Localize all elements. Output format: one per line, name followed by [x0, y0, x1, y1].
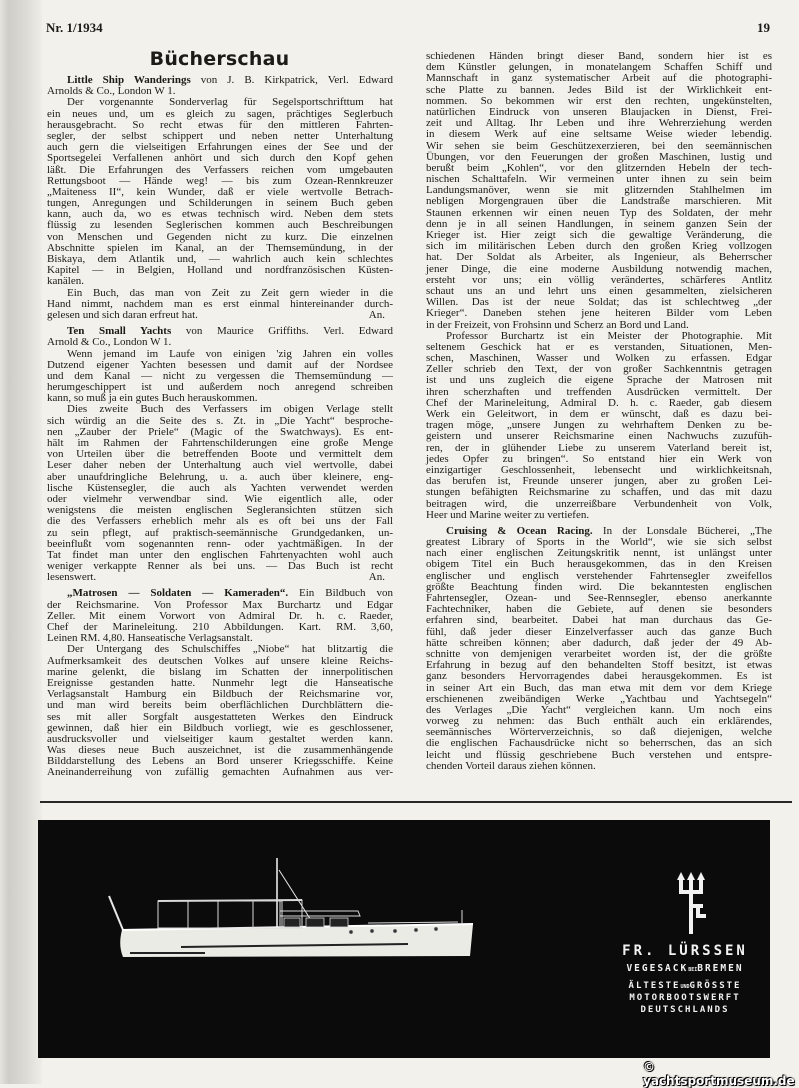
- text-line-content: gelesen und sich daran erfreut hat.: [47, 308, 198, 321]
- review-paragraph: [47, 644, 393, 778]
- text-line-content: Chef der Marineleitung. 210 Abbildungen. Kart. RM. 3,60,: [47, 621, 393, 633]
- text-line-content: des Verlages „Die Yacht“ vergleichen kann. Um noch eins: [426, 703, 772, 716]
- text-line-content: Ein Bildbuch von: [288, 587, 393, 600]
- text-line-content: schiedenen Händen bringt dieser Band, sondern hier ist es: [426, 50, 772, 62]
- text-line-content: lesenswert.: [47, 571, 97, 584]
- text-line-content: wenigstens die meisten englischen Segleransichten stützen sich: [47, 504, 393, 517]
- text-line-content: denn je in all seinen Handlungen, in seinem ganzen Sein der: [426, 217, 772, 230]
- text-line-content: schaut uns an und lehrt uns einen gesammelten, zielsicheren: [426, 284, 772, 297]
- ad-tagline-3: DEUTSCHLANDS: [640, 1005, 730, 1015]
- text-line-content: geistern und unserer Reichsmarine einen Nachwuchs zuzufüh-: [426, 430, 772, 443]
- text-line-content: tungen, Anregungen und Schilderungen in seinem Buch geben: [47, 197, 393, 210]
- text-line-content: nach einer englischen Zeitungskritik nennt, ist unlängst unter: [426, 547, 772, 560]
- luerssen-trident-logo: [677, 872, 707, 934]
- text-line: [47, 265, 393, 276]
- book-title: „Matrosen — Soldaten — Kameraden“.: [67, 587, 289, 600]
- text-line-content: Dies zweite Buch des Verfassers im obigen Verlage stellt: [67, 403, 393, 416]
- text-line-content: beitragen wird, die unzerreißbare Verbundenheit von Volk,: [426, 497, 772, 510]
- review-paragraph: [426, 51, 772, 331]
- watermark: © yachtsportmuseum.de: [643, 1060, 795, 1088]
- reviewer-signature: An.: [368, 308, 385, 321]
- text-line-content: Mannschaft in ganz systematischer Arbeit auf die photographi-: [426, 72, 772, 85]
- luerssen-advertisement: [38, 820, 770, 1058]
- text-line-content: Krieger ist. Hier zeigt sich die gewaltige Veränderung, die: [426, 229, 772, 241]
- text-line-content: Rettungsboot — Hände weg! — bis zum Ozean-Rennkreuzer: [47, 174, 393, 187]
- left-column: [47, 75, 393, 779]
- text-line-content: In der Lonsdale Bücherei, „The: [592, 524, 772, 537]
- text-line: [47, 572, 393, 583]
- text-line-content: natürlichen Eindruck von unseren Blaujacken in Dienst, Frei-: [426, 105, 772, 118]
- text-line-content: sich im militärischen Leben durch den großen Krieg vollzogen: [426, 240, 772, 253]
- text-line-content: in seiner Art ein Buch, das man etwa mit dem vor dem Kriege: [426, 681, 772, 694]
- text-line-content: schen, Maschinen, Wasser und Wolken zu erfassen. Edgar: [426, 352, 772, 365]
- text-line-content: ist und uns zugleich die eigene Sprache der Matrosen mit: [426, 374, 772, 387]
- text-line-content: Leinen RM. 4,80. Hanseatische Verlagsanstalt.: [47, 632, 253, 645]
- text-line-content: jener Dinge, die eine moderne Ausbildung notwendig machen,: [426, 262, 772, 275]
- text-line-content: Wir sehen sie beim Geschützexerzieren, bei den seemännischen: [426, 139, 772, 152]
- text-line-content: ren, der in glühender Liebe zu unserem Vaterland bereit ist,: [426, 441, 772, 454]
- text-line-content: Professor Burchartz ist ein Meister der Photographie. Mit: [446, 329, 772, 342]
- text-line-content: flüssig zu lesenden Seglerischen kommen auch Beschreibungen: [47, 219, 393, 232]
- text-line-content: ganz besonders Hervorragendes dabei herausgekommen. Es ist: [426, 670, 772, 683]
- ad-tagline-und: UND: [680, 984, 690, 990]
- text-line-content: Chef der Marineleitung, Admiral D. h. c. Raeder, gab diesem: [426, 396, 772, 409]
- text-line-content: Aneinanderreihung von zufällig gemachten Aufnahmen aus ver-: [47, 766, 393, 779]
- text-line-content: nebligen Morgengrauen über die Landstraße marschieren. Mit: [426, 195, 772, 208]
- text-line-content: schnitte von demjenigen verarbeitet worden ist, der die größte: [426, 647, 772, 660]
- text-line-content: kanälen.: [47, 275, 84, 288]
- text-line-content: Willen. Das ist der neue Soldat; das ist schlechtweg „der: [426, 296, 772, 309]
- text-line-content: und man wird bereits beim oberflächlichen Durchblättern die-: [47, 699, 393, 712]
- text-line-content: stungen befähigten Reichsmarine zu schaffen, und das mit dazu: [426, 486, 772, 499]
- text-line-content: Zeller. Mit einem Vorwort von Admiral Dr. h. c. Raeder,: [47, 609, 393, 622]
- text-line-content: ein neues und, um es gleich zu sagen, prächtiges Seglerbuch: [47, 107, 393, 120]
- reviewer-signature: An.: [368, 571, 385, 584]
- text-line-content: nommen. So bekommen wir erst den rechten, ungekünstelten,: [426, 94, 772, 107]
- text-line-content: erfahren sind, bearbeitet. Dabei hat man durchaus das Ge-: [426, 614, 772, 627]
- book-title: Little Ship Wanderings: [67, 74, 191, 86]
- ad-tagline-groesste: GRÖSSTE: [689, 981, 742, 991]
- text-line-content: Abschnitte spielen im Kanal, an der Themsemündung, in der: [47, 241, 393, 254]
- text-line-content: „Maiteness II“, kein Wunder, daß er viele wertvolle Betrach-: [47, 185, 393, 198]
- text-line-content: größte Beachtung finden wird. Die bekanntesten englischen: [426, 580, 772, 593]
- text-line-content: in diesem Werk auf eine seltsame Weise wieder lebendig.: [426, 128, 772, 141]
- text-line-content: Verlagsanstalt Hamburg ein Bildbuch der Reichsmarine vor,: [47, 688, 393, 701]
- text-line-content: Wenn jemand im Laufe von einigen 'zig Jahren ein volles: [67, 347, 393, 360]
- ad-location-bei: BEI: [688, 967, 698, 973]
- review-paragraph: [47, 97, 393, 287]
- text-line-content: Landungsmanöver, wenn sie mit glitzernden Stahlhelmen im: [426, 184, 772, 197]
- text-line-content: Tat findet man unter den englischen Fahrtenyachten wohl auch: [47, 548, 393, 561]
- text-line-content: Staunen erkennen wir einen neuen Typ des Soldaten, der mehr: [426, 206, 772, 219]
- text-line-content: von Menschen und Gegenden nicht zu kurz. Die einzelnen: [47, 230, 393, 243]
- text-line-content: Sportsegelei Verfallenen anhört und sich durch den Kopf gehen: [47, 152, 393, 165]
- text-line: [426, 761, 772, 772]
- text-line-content: dem Künstler gelungen, in monatelangem Schaffen Schiff und: [426, 61, 772, 74]
- text-line-content: obigem Titel ein Buch herausgekommen, das in den Kreisen: [426, 558, 772, 571]
- text-line-content: sich würdig an die Seite des s. Zt. in „Die Yacht“ besproche-: [47, 414, 393, 427]
- text-line: [47, 310, 393, 321]
- text-line-content: Heer und Marine weiter zu vertiefen.: [426, 508, 590, 521]
- text-line-content: nischen Schalttafeln. Wir vermeinen unter ihnen zu sein beim: [426, 173, 772, 186]
- text-line-content: Fachtechniker, haben die Gebiete, auf denen sie besonders: [426, 603, 772, 616]
- text-line: [47, 561, 393, 572]
- ad-location-city: BREMEN: [697, 963, 744, 974]
- review-paragraph: [47, 288, 393, 322]
- text-line-content: tragen möge, „unsere Jungen zu wehrhaftem Denken zu be-: [426, 419, 772, 432]
- text-line-content: marine gelenkt, die bislang im Schatten der innerpolitischen: [47, 665, 393, 678]
- text-line-content: nen „Zauber der Priele“ (Magic of the Swatchways). Es ent-: [47, 425, 393, 438]
- text-line-content: Fahrtensegler, Ozean- und See-Rennsegler, ebenso anerkannte: [426, 592, 772, 604]
- right-column: [426, 51, 772, 772]
- text-line-content: kann, auch da, wo es etwas technisch wird. Neben dem stets: [47, 208, 393, 221]
- text-line-content: herausgebracht. So recht etwas für den mittleren Fahrten-: [47, 118, 393, 131]
- issue-number: Nr. 1/1934: [46, 20, 103, 35]
- ad-location-town: VEGESACK: [626, 963, 689, 974]
- text-line-content: ses mit aller Sorgfalt ausgestatteten Werkes den Eindruck: [47, 710, 393, 723]
- text-line-content: fühl, daß jeder dieser Einzelverfasser auch das ganze Buch: [426, 625, 772, 638]
- text-line-content: vorweg zu nehmen: das Buch enthält auch ein erklärendes,: [426, 715, 772, 728]
- text-line-content: Der Untergang des Schulschiffes „Niobe“ hat blitzartig die: [67, 643, 393, 656]
- text-line-content: Ereignisse gestanden hatte. Nunmehr legt die Hanseatische: [47, 676, 393, 689]
- text-line: [426, 510, 772, 521]
- text-line-content: oder vielmehr verwendbar sind. Wie eigentlich alle, oder: [47, 492, 393, 505]
- text-line-content: weniger verkappte Renner als bei uns. — Das Buch ist recht: [47, 560, 393, 573]
- text-line-content: von Urteilen über die betreffenden Boote und vermittelt dem: [47, 448, 393, 461]
- text-line-content: Bilddarstellung des Lebens an Bord unserer Kriegsschiffe. Keine: [47, 755, 393, 768]
- text-line-content: segler, der selbst schippert und neben netter Unterhaltung: [47, 129, 393, 142]
- text-line-content: Aufmerksamkeit des deutschen Volkes auf unsere kleine Reichs-: [47, 654, 393, 667]
- text-line-content: berußt beim „Kohlen“, vor den glitzernden Hebeln der tech-: [426, 161, 772, 174]
- text-line-content: von J. B. Kirkpatrick, Verl. Edward: [190, 74, 393, 86]
- text-line-content: Übungen, vor den Feuerungen der großen Maschinen, lustig und: [426, 150, 772, 163]
- text-line-content: Dutzend eigener Yachten besessen und damit auf der Nordsee: [47, 358, 393, 371]
- text-line: [47, 767, 393, 778]
- text-line-content: englischer und englisch verstehender Fahrtensegler zweifellos: [426, 569, 772, 582]
- text-line-content: chenden Vorteil daraus ziehen können.: [426, 759, 596, 772]
- text-line-content: die des Verfassers erheblich mehr als es oft bei uns der Fall: [47, 515, 393, 528]
- text-line-content: seltenem Geschick hat er es verstanden, Situationen, Men-: [426, 340, 772, 353]
- text-line-content: jedes Opfer zu bringen“. So entstand hier ein Werk von: [426, 452, 772, 465]
- review-paragraph: [426, 331, 772, 521]
- text-line-content: ihren scherzhaften und treffenden Ausdrücken vermittelt. Der: [426, 385, 772, 398]
- book-title: Cruising & Ocean Racing.: [446, 524, 593, 537]
- review-heading-paragraph: [47, 588, 393, 644]
- motor-yacht-illustration: [38, 820, 770, 1058]
- text-line-content: läßt. Die Erfahrungen des Verfassers reichen vom umgebauten: [47, 163, 393, 176]
- text-line-content: Biskaya, dem Atlantik und, — wahrlich auch kein schlechtes: [47, 253, 393, 265]
- ad-tagline-aelteste: ÄLTESTE: [628, 981, 681, 991]
- book-title: Ten Small Yachts: [67, 325, 172, 338]
- text-line-content: sche Platte zu bannen. Jedes Bild ist der Wirklichkeit ent-: [426, 83, 772, 96]
- review-heading-paragraph: [47, 326, 393, 348]
- text-line-content: leicht und flüssig geschriebene Buch verstehen und entspre-: [426, 748, 772, 761]
- text-line-content: Erfahrung in bezug auf den behandelten Stoff besitzt, ist etwas: [426, 659, 772, 672]
- text-line-content: lische Küstensegler, die auch als Yachten verwendet werden: [47, 481, 393, 494]
- review-heading-paragraph: [426, 526, 772, 772]
- text-line-content: Was dieses neue Buch auszeichnet, ist die zusammenhängende: [47, 744, 393, 757]
- text-line-content: gewinnen, daß hier ein Bildbuch vorliegt, wie es geschlossener,: [47, 721, 393, 734]
- text-line-content: Leser daher neben der Unterhaltung auch viel wertvolle, dabei: [47, 459, 393, 472]
- page-binding-shadow: [0, 0, 42, 1084]
- ad-tagline-2: MOTORBOOTSWERFT: [629, 993, 741, 1003]
- text-line-content: erschienenen zweibändigen Werke „Yachtbau und Yachtsegeln“: [426, 692, 772, 705]
- text-line-content: von Maurice Griffiths. Verl. Edward: [171, 325, 394, 338]
- review-paragraph: [47, 404, 393, 583]
- text-line-content: das berufen ist, Freunde unserer jungen, aber zu großen Lei-: [426, 475, 772, 488]
- text-line-content: hat. Der Soldat als Arbeiter, als Ingenieur, als Beherrscher: [426, 251, 772, 264]
- text-line-content: hätte schreiben können; aber dadurch, daß jeder der 49 Ab-: [426, 636, 772, 649]
- text-line-content: ausdrucksvoller und vielseitiger kaum gestaltet werden kann.: [47, 732, 393, 745]
- text-line-content: Der vorgenannte Sonderverlag für Segelsportschrifttum hat: [67, 96, 393, 109]
- text-line-content: in der Freizeit, von Frohsinn und Scherz an Bord und Land.: [426, 318, 689, 331]
- divider-rule: [40, 801, 792, 803]
- review-paragraph: [47, 349, 393, 405]
- text-line-content: Hand nimmt, nachdem man es erst einmal hintereinander durch-: [47, 297, 393, 310]
- text-line-content: zu sein pflegt, auf praktisch-seemännische Grundgedanken, un-: [47, 526, 393, 539]
- text-line-content: zeit und Alltag. Ihr Leben und ihre Wehrerziehung werden: [426, 117, 772, 130]
- text-line-content: der Reichsmarine. Von Professor Max Burchartz und Edgar: [47, 598, 393, 611]
- text-line-content: seemännisches Wörterverzeichnis, so daß diejenigen, welche: [426, 726, 772, 739]
- text-line-content: aber unaufdringliche Belehrung, u. a. auch über kleinere, eng-: [47, 470, 393, 483]
- text-line-content: beeinflußt vom sogenannten renn- oder yachtmäßigen. In der: [47, 537, 393, 550]
- text-line-content: auch gern die vielseitigen Erfahrungen eines der See und der: [47, 141, 393, 154]
- ad-tagline-1: [600, 981, 770, 991]
- review-heading-paragraph: [47, 75, 393, 97]
- ad-brand-name: FR. LÜRSSEN: [622, 943, 748, 959]
- text-line-content: die englischen Fachausdrücke nicht so beherrschen, das an sich: [426, 737, 772, 750]
- text-line-content: kann, so muß ja ein gutes Buch herauskommen.: [47, 392, 258, 405]
- text-line-content: einzigartiger Geschlossenheit, lebensecht und wirklichkeitsnah,: [426, 463, 772, 476]
- text-line-content: und dem Kanal — nicht zu vergessen die Themsemündung —: [47, 369, 393, 382]
- text-line-content: Werk ein Geleitwort, in dem er wünscht, daß es dazu bei-: [426, 408, 772, 420]
- text-line-content: Arnolds & Co., London W 1.: [47, 85, 176, 98]
- page-number: 19: [757, 20, 770, 35]
- text-line-content: herumgeschippert ist und außerdem noch anregend schreiben: [47, 381, 393, 394]
- text-line-content: greatest Library of Sports in the World“, wie sie sich selbst: [426, 536, 772, 549]
- section-title: Bücherschau: [149, 48, 290, 70]
- ad-location: [600, 963, 770, 974]
- text-line-content: ersteht vor uns; ein völlig verändertes, schärferes Antlitz: [426, 273, 772, 286]
- text-line-content: Zeller schrieb den Text, der von großer Sachkenntnis getragen: [426, 363, 772, 376]
- text-line-content: Krieger“. Daneben stehen jene heiteren Bilder vom Leben: [426, 307, 772, 320]
- text-line-content: hält im Rahmen der Fahrtenschilderungen eine große Menge: [47, 437, 393, 449]
- text-line-content: Ein Buch, das man von Zeit zu Zeit gern wieder in die: [67, 286, 393, 299]
- text-line-content: Arnold & Co., London W 1.: [47, 336, 172, 349]
- text-line-content: Kapitel — in Belgien, Holland und nordfranzösischen Küsten-: [47, 264, 393, 277]
